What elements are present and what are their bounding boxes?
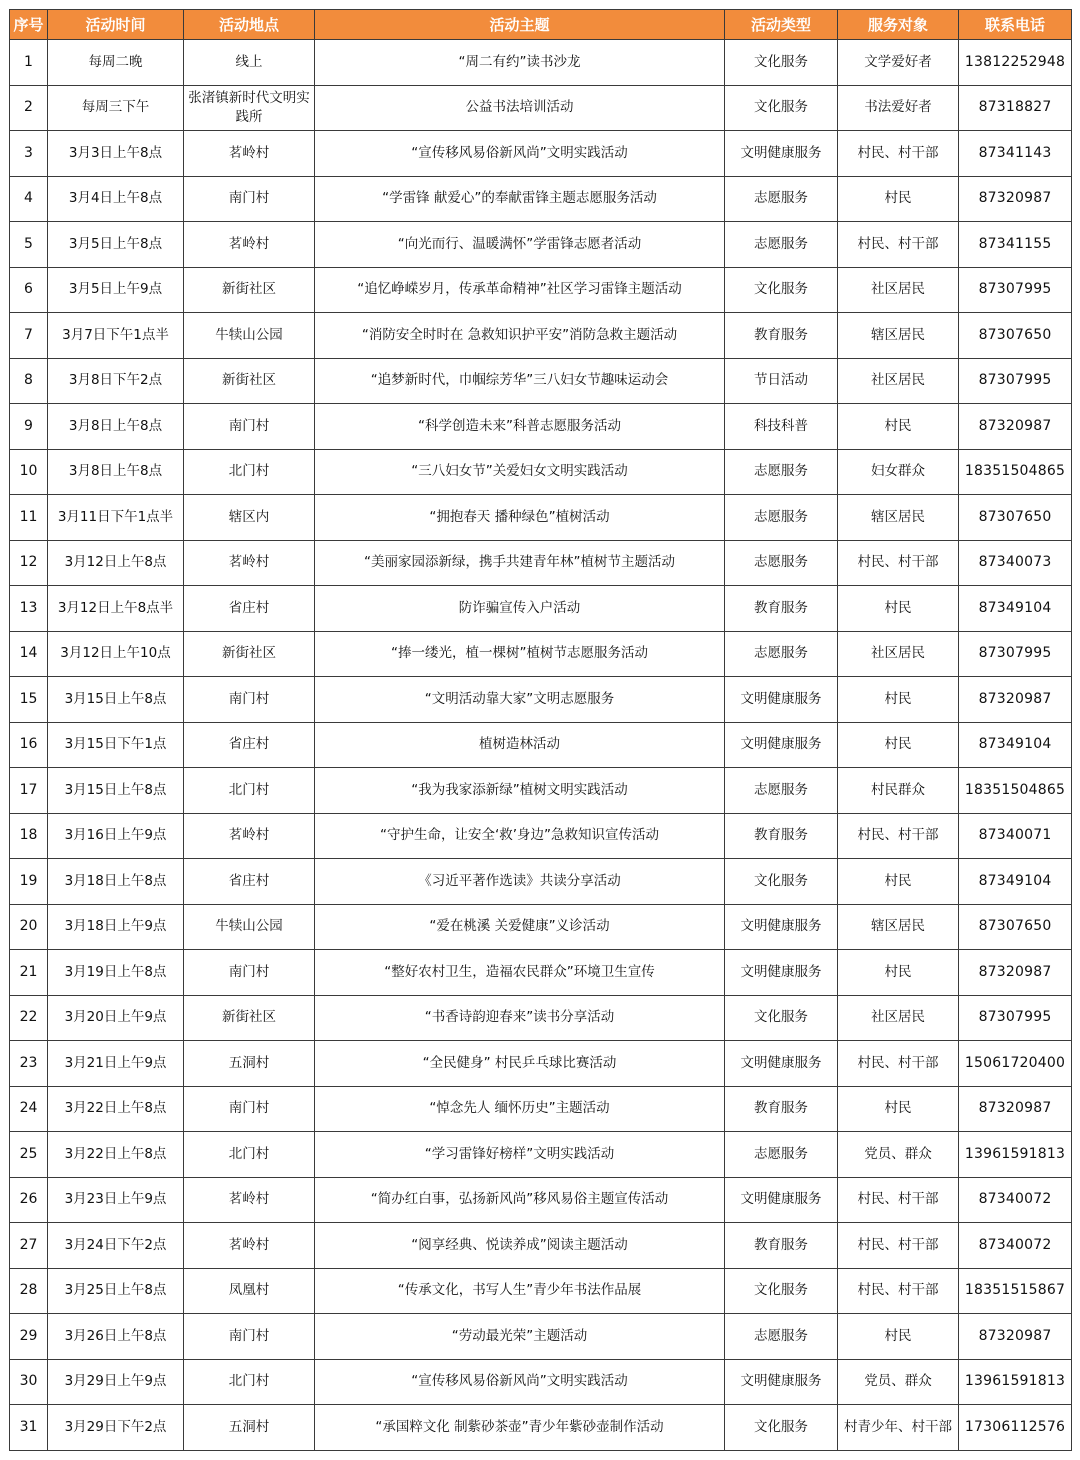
cell-service-target: 村民 (838, 1086, 959, 1132)
cell-activity-type: 文化服务 (725, 267, 838, 313)
cell-contact-phone: 87307995 (959, 631, 1072, 677)
cell-serial-number: 4 (10, 176, 48, 222)
cell-activity-theme: “文明活动靠大家”文明志愿服务 (315, 677, 725, 723)
cell-activity-type: 文化服务 (725, 859, 838, 905)
cell-activity-theme: “书香诗韵迎春来”读书分享活动 (315, 995, 725, 1041)
table-row (10, 1359, 1072, 1405)
cell-serial-number: 11 (10, 495, 48, 541)
table-row (10, 859, 1072, 905)
cell-contact-phone: 87307995 (959, 358, 1072, 404)
cell-activity-theme: “我为我家添新绿”植树文明实践活动 (315, 768, 725, 814)
cell-activity-theme: “爱在桃溪 关爱健康”义诊活动 (315, 904, 725, 950)
cell-serial-number: 15 (10, 677, 48, 723)
cell-activity-type: 教育服务 (725, 1223, 838, 1269)
table-row (10, 40, 1072, 86)
cell-serial-number: 10 (10, 449, 48, 495)
cell-activity-location: 茗岭村 (184, 540, 315, 586)
cell-activity-time: 3月15日下午1点 (48, 722, 184, 768)
cell-activity-time: 每周三下午 (48, 85, 184, 131)
activity-table (9, 9, 1072, 1451)
cell-service-target: 村民 (838, 586, 959, 632)
cell-activity-theme: “简办红白事，弘扬新风尚”移风易俗主题宣传活动 (315, 1177, 725, 1223)
cell-activity-location: 五洞村 (184, 1041, 315, 1087)
cell-activity-type: 志愿服务 (725, 1314, 838, 1360)
cell-activity-time: 3月20日上午9点 (48, 995, 184, 1041)
cell-serial-number: 6 (10, 267, 48, 313)
cell-service-target: 村民群众 (838, 768, 959, 814)
cell-activity-time: 3月15日上午8点 (48, 768, 184, 814)
cell-contact-phone: 87320987 (959, 176, 1072, 222)
cell-activity-location: 新街社区 (184, 267, 315, 313)
cell-activity-theme: “追忆峥嵘岁月，传承革命精神”社区学习雷锋主题活动 (315, 267, 725, 313)
cell-serial-number: 20 (10, 904, 48, 950)
cell-activity-location: 牛犊山公园 (184, 313, 315, 359)
cell-activity-type: 节日活动 (725, 358, 838, 404)
cell-contact-phone: 13961591813 (959, 1132, 1072, 1178)
cell-serial-number: 1 (10, 40, 48, 86)
cell-activity-type: 文明健康服务 (725, 1359, 838, 1405)
cell-contact-phone: 87320987 (959, 677, 1072, 723)
cell-contact-phone: 15061720400 (959, 1041, 1072, 1087)
cell-activity-time: 3月23日上午9点 (48, 1177, 184, 1223)
cell-activity-type: 教育服务 (725, 813, 838, 859)
cell-activity-time: 3月29日下午2点 (48, 1405, 184, 1451)
cell-service-target: 村民、村干部 (838, 1223, 959, 1269)
cell-activity-type: 志愿服务 (725, 631, 838, 677)
cell-activity-time: 3月4日上午8点 (48, 176, 184, 222)
cell-activity-type: 文明健康服务 (725, 131, 838, 177)
cell-contact-phone: 87340072 (959, 1177, 1072, 1223)
cell-activity-time: 3月22日上午8点 (48, 1086, 184, 1132)
column-header-activity-time: 活动时间 (48, 10, 184, 40)
cell-contact-phone: 87320987 (959, 404, 1072, 450)
table-row (10, 449, 1072, 495)
cell-serial-number: 28 (10, 1268, 48, 1314)
cell-activity-time: 3月22日上午8点 (48, 1132, 184, 1178)
cell-activity-type: 志愿服务 (725, 449, 838, 495)
cell-serial-number: 25 (10, 1132, 48, 1178)
cell-service-target: 村民、村干部 (838, 1177, 959, 1223)
cell-serial-number: 9 (10, 404, 48, 450)
cell-serial-number: 18 (10, 813, 48, 859)
cell-serial-number: 16 (10, 722, 48, 768)
cell-service-target: 村民 (838, 176, 959, 222)
cell-activity-time: 3月5日上午8点 (48, 222, 184, 268)
cell-contact-phone: 18351504865 (959, 768, 1072, 814)
cell-serial-number: 23 (10, 1041, 48, 1087)
cell-activity-theme: “守护生命，让安全‘救’身边”急救知识宣传活动 (315, 813, 725, 859)
cell-service-target: 村民、村干部 (838, 540, 959, 586)
table-row (10, 768, 1072, 814)
cell-activity-theme: “承国粹文化 制紫砂茶壶”青少年紫砂壶制作活动 (315, 1405, 725, 1451)
table-row (10, 1314, 1072, 1360)
cell-activity-type: 文化服务 (725, 1405, 838, 1451)
cell-activity-time: 3月12日上午8点 (48, 540, 184, 586)
cell-activity-time: 3月7日下午1点半 (48, 313, 184, 359)
table-row (10, 904, 1072, 950)
cell-contact-phone: 87349104 (959, 722, 1072, 768)
cell-activity-theme: “科学创造未来”科普志愿服务活动 (315, 404, 725, 450)
cell-activity-location: 茗岭村 (184, 1177, 315, 1223)
cell-activity-location: 北门村 (184, 1132, 315, 1178)
cell-contact-phone: 87307995 (959, 995, 1072, 1041)
cell-serial-number: 24 (10, 1086, 48, 1132)
cell-service-target: 党员、群众 (838, 1359, 959, 1405)
cell-service-target: 妇女群众 (838, 449, 959, 495)
cell-contact-phone: 87341155 (959, 222, 1072, 268)
cell-service-target: 村民、村干部 (838, 1268, 959, 1314)
cell-activity-theme: “学雷锋 献爱心”的奉献雷锋主题志愿服务活动 (315, 176, 725, 222)
cell-contact-phone: 87307650 (959, 313, 1072, 359)
cell-activity-time: 3月11日下午1点半 (48, 495, 184, 541)
cell-activity-location: 省庄村 (184, 586, 315, 632)
cell-activity-theme: “全民健身” 村民乒乓球比赛活动 (315, 1041, 725, 1087)
cell-activity-theme: “整好农村卫生，造福农民群众”环境卫生宣传 (315, 950, 725, 996)
cell-serial-number: 2 (10, 85, 48, 131)
cell-activity-time: 3月8日上午8点 (48, 404, 184, 450)
cell-serial-number: 7 (10, 313, 48, 359)
cell-serial-number: 5 (10, 222, 48, 268)
cell-activity-location: 茗岭村 (184, 1223, 315, 1269)
cell-activity-time: 3月8日上午8点 (48, 449, 184, 495)
cell-service-target: 村民、村干部 (838, 222, 959, 268)
cell-activity-theme: “悼念先人 缅怀历史”主题活动 (315, 1086, 725, 1132)
cell-activity-location: 省庄村 (184, 722, 315, 768)
table-row (10, 1086, 1072, 1132)
table-row (10, 950, 1072, 996)
cell-activity-type: 教育服务 (725, 1086, 838, 1132)
table-row (10, 1132, 1072, 1178)
table-row (10, 267, 1072, 313)
cell-activity-type: 文明健康服务 (725, 904, 838, 950)
cell-activity-theme: 公益书法培训活动 (315, 85, 725, 131)
cell-activity-location: 北门村 (184, 449, 315, 495)
table-row (10, 995, 1072, 1041)
cell-contact-phone: 13812252948 (959, 40, 1072, 86)
cell-serial-number: 29 (10, 1314, 48, 1360)
cell-activity-location: 新街社区 (184, 631, 315, 677)
cell-activity-location: 南门村 (184, 677, 315, 723)
cell-contact-phone: 87349104 (959, 586, 1072, 632)
cell-activity-time: 3月24日下午2点 (48, 1223, 184, 1269)
cell-activity-location: 牛犊山公园 (184, 904, 315, 950)
cell-service-target: 文学爱好者 (838, 40, 959, 86)
cell-contact-phone: 18351515867 (959, 1268, 1072, 1314)
cell-activity-location: 新街社区 (184, 358, 315, 404)
table-row (10, 586, 1072, 632)
cell-serial-number: 13 (10, 586, 48, 632)
cell-activity-location: 五洞村 (184, 1405, 315, 1451)
cell-activity-location: 北门村 (184, 768, 315, 814)
table-row (10, 404, 1072, 450)
column-header-activity-theme: 活动主题 (315, 10, 725, 40)
table-row (10, 1177, 1072, 1223)
cell-activity-theme: “传承文化，书写人生”青少年书法作品展 (315, 1268, 725, 1314)
cell-service-target: 社区居民 (838, 267, 959, 313)
cell-activity-time: 3月21日上午9点 (48, 1041, 184, 1087)
cell-contact-phone: 87341143 (959, 131, 1072, 177)
table-row (10, 1041, 1072, 1087)
cell-activity-location: 凤凰村 (184, 1268, 315, 1314)
cell-service-target: 辖区居民 (838, 313, 959, 359)
cell-contact-phone: 13961591813 (959, 1359, 1072, 1405)
cell-activity-type: 志愿服务 (725, 495, 838, 541)
cell-activity-time: 3月18日上午9点 (48, 904, 184, 950)
cell-activity-type: 志愿服务 (725, 768, 838, 814)
table-row (10, 495, 1072, 541)
cell-contact-phone: 87320987 (959, 1314, 1072, 1360)
cell-activity-location: 南门村 (184, 1086, 315, 1132)
table-row (10, 1405, 1072, 1451)
cell-activity-type: 文明健康服务 (725, 677, 838, 723)
cell-service-target: 辖区居民 (838, 495, 959, 541)
cell-activity-location: 辖区内 (184, 495, 315, 541)
cell-service-target: 社区居民 (838, 995, 959, 1041)
table-row (10, 677, 1072, 723)
cell-contact-phone: 17306112576 (959, 1405, 1072, 1451)
cell-activity-type: 文化服务 (725, 85, 838, 131)
column-header-activity-type: 活动类型 (725, 10, 838, 40)
header-row (10, 10, 1072, 40)
cell-activity-time: 3月16日上午9点 (48, 813, 184, 859)
cell-service-target: 村青少年、村干部 (838, 1405, 959, 1451)
table-row (10, 131, 1072, 177)
cell-activity-theme: “周二有约”读书沙龙 (315, 40, 725, 86)
cell-activity-type: 文化服务 (725, 1268, 838, 1314)
cell-activity-theme: “捧一缕光，植一棵树”植树节志愿服务活动 (315, 631, 725, 677)
cell-activity-type: 文化服务 (725, 995, 838, 1041)
column-header-activity-location: 活动地点 (184, 10, 315, 40)
cell-activity-location: 南门村 (184, 950, 315, 996)
cell-activity-type: 文明健康服务 (725, 1041, 838, 1087)
cell-serial-number: 26 (10, 1177, 48, 1223)
table-row (10, 813, 1072, 859)
table-row (10, 85, 1072, 131)
table-row (10, 1223, 1072, 1269)
cell-service-target: 村民 (838, 1314, 959, 1360)
cell-service-target: 村民、村干部 (838, 131, 959, 177)
cell-activity-theme: 《习近平著作选读》共读分享活动 (315, 859, 725, 905)
cell-activity-theme: “三八妇女节”关爱妇女文明实践活动 (315, 449, 725, 495)
cell-activity-time: 3月26日上午8点 (48, 1314, 184, 1360)
cell-activity-location: 南门村 (184, 176, 315, 222)
cell-contact-phone: 87320987 (959, 950, 1072, 996)
cell-activity-time: 3月5日上午9点 (48, 267, 184, 313)
cell-service-target: 社区居民 (838, 358, 959, 404)
cell-service-target: 村民 (838, 404, 959, 450)
table-row (10, 722, 1072, 768)
cell-activity-type: 文明健康服务 (725, 950, 838, 996)
cell-activity-type: 志愿服务 (725, 222, 838, 268)
cell-activity-type: 志愿服务 (725, 1132, 838, 1178)
cell-contact-phone: 87307650 (959, 904, 1072, 950)
cell-serial-number: 31 (10, 1405, 48, 1451)
cell-activity-theme: “消防安全时时在 急救知识护平安”消防急救主题活动 (315, 313, 725, 359)
cell-serial-number: 14 (10, 631, 48, 677)
cell-activity-type: 文化服务 (725, 40, 838, 86)
table-row (10, 631, 1072, 677)
cell-activity-time: 每周二晚 (48, 40, 184, 86)
cell-serial-number: 12 (10, 540, 48, 586)
cell-activity-theme: “拥抱春天 播种绿色”植树活动 (315, 495, 725, 541)
cell-service-target: 村民 (838, 722, 959, 768)
cell-activity-type: 文明健康服务 (725, 1177, 838, 1223)
cell-activity-location: 张渚镇新时代文明实践所 (184, 85, 315, 131)
cell-activity-location: 南门村 (184, 404, 315, 450)
cell-activity-time: 3月25日上午8点 (48, 1268, 184, 1314)
cell-activity-type: 志愿服务 (725, 540, 838, 586)
activity-schedule (9, 9, 1071, 1451)
cell-activity-location: 南门村 (184, 1314, 315, 1360)
column-header-service-target: 服务对象 (838, 10, 959, 40)
cell-serial-number: 27 (10, 1223, 48, 1269)
cell-activity-theme: “学习雷锋好榜样”文明实践活动 (315, 1132, 725, 1178)
cell-activity-theme: 植树造林活动 (315, 722, 725, 768)
cell-activity-type: 志愿服务 (725, 176, 838, 222)
cell-service-target: 村民、村干部 (838, 1041, 959, 1087)
cell-contact-phone: 87340072 (959, 1223, 1072, 1269)
cell-serial-number: 8 (10, 358, 48, 404)
cell-serial-number: 3 (10, 131, 48, 177)
table-row (10, 313, 1072, 359)
cell-activity-location: 新街社区 (184, 995, 315, 1041)
cell-service-target: 村民、村干部 (838, 813, 959, 859)
cell-activity-type: 文明健康服务 (725, 722, 838, 768)
table-body (10, 40, 1072, 1451)
cell-activity-time: 3月8日下午2点 (48, 358, 184, 404)
cell-activity-theme: “美丽家园添新绿，携手共建青年林”植树节主题活动 (315, 540, 725, 586)
cell-serial-number: 19 (10, 859, 48, 905)
cell-service-target: 辖区居民 (838, 904, 959, 950)
cell-contact-phone: 87340073 (959, 540, 1072, 586)
cell-activity-time: 3月3日上午8点 (48, 131, 184, 177)
cell-activity-location: 茗岭村 (184, 131, 315, 177)
column-header-serial-number: 序号 (10, 10, 48, 40)
cell-activity-time: 3月19日上午8点 (48, 950, 184, 996)
cell-serial-number: 22 (10, 995, 48, 1041)
cell-activity-theme: “阅享经典、悦读养成”阅读主题活动 (315, 1223, 725, 1269)
cell-serial-number: 21 (10, 950, 48, 996)
cell-activity-location: 北门村 (184, 1359, 315, 1405)
cell-serial-number: 17 (10, 768, 48, 814)
cell-activity-time: 3月12日上午8点半 (48, 586, 184, 632)
cell-activity-type: 教育服务 (725, 313, 838, 359)
cell-activity-location: 茗岭村 (184, 813, 315, 859)
cell-contact-phone: 87307995 (959, 267, 1072, 313)
cell-activity-theme: “向光而行、温暖满怀”学雷锋志愿者活动 (315, 222, 725, 268)
cell-contact-phone: 87320987 (959, 1086, 1072, 1132)
table-row (10, 222, 1072, 268)
table-row (10, 358, 1072, 404)
cell-activity-type: 教育服务 (725, 586, 838, 632)
cell-service-target: 村民 (838, 950, 959, 996)
cell-activity-location: 线上 (184, 40, 315, 86)
cell-activity-time: 3月12日上午10点 (48, 631, 184, 677)
cell-activity-time: 3月15日上午8点 (48, 677, 184, 723)
cell-activity-type: 科技科普 (725, 404, 838, 450)
cell-activity-theme: “宣传移风易俗新风尚”文明实践活动 (315, 1359, 725, 1405)
cell-activity-theme: “宣传移风易俗新风尚”文明实践活动 (315, 131, 725, 177)
cell-activity-location: 省庄村 (184, 859, 315, 905)
cell-contact-phone: 18351504865 (959, 449, 1072, 495)
table-row (10, 176, 1072, 222)
cell-activity-theme: “劳动最光荣”主题活动 (315, 1314, 725, 1360)
table-row (10, 540, 1072, 586)
column-header-contact-phone: 联系电话 (959, 10, 1072, 40)
cell-service-target: 书法爱好者 (838, 85, 959, 131)
cell-service-target: 村民 (838, 677, 959, 723)
cell-serial-number: 30 (10, 1359, 48, 1405)
cell-activity-time: 3月29日上午9点 (48, 1359, 184, 1405)
cell-contact-phone: 87307650 (959, 495, 1072, 541)
table-row (10, 1268, 1072, 1314)
cell-activity-theme: 防诈骗宣传入户活动 (315, 586, 725, 632)
cell-service-target: 党员、群众 (838, 1132, 959, 1178)
cell-contact-phone: 87340071 (959, 813, 1072, 859)
cell-contact-phone: 87349104 (959, 859, 1072, 905)
table-header (10, 10, 1072, 40)
cell-service-target: 村民 (838, 859, 959, 905)
cell-activity-location: 茗岭村 (184, 222, 315, 268)
cell-activity-time: 3月18日上午8点 (48, 859, 184, 905)
cell-service-target: 社区居民 (838, 631, 959, 677)
cell-activity-theme: “追梦新时代，巾帼综芳华”三八妇女节趣味运动会 (315, 358, 725, 404)
cell-contact-phone: 87318827 (959, 85, 1072, 131)
